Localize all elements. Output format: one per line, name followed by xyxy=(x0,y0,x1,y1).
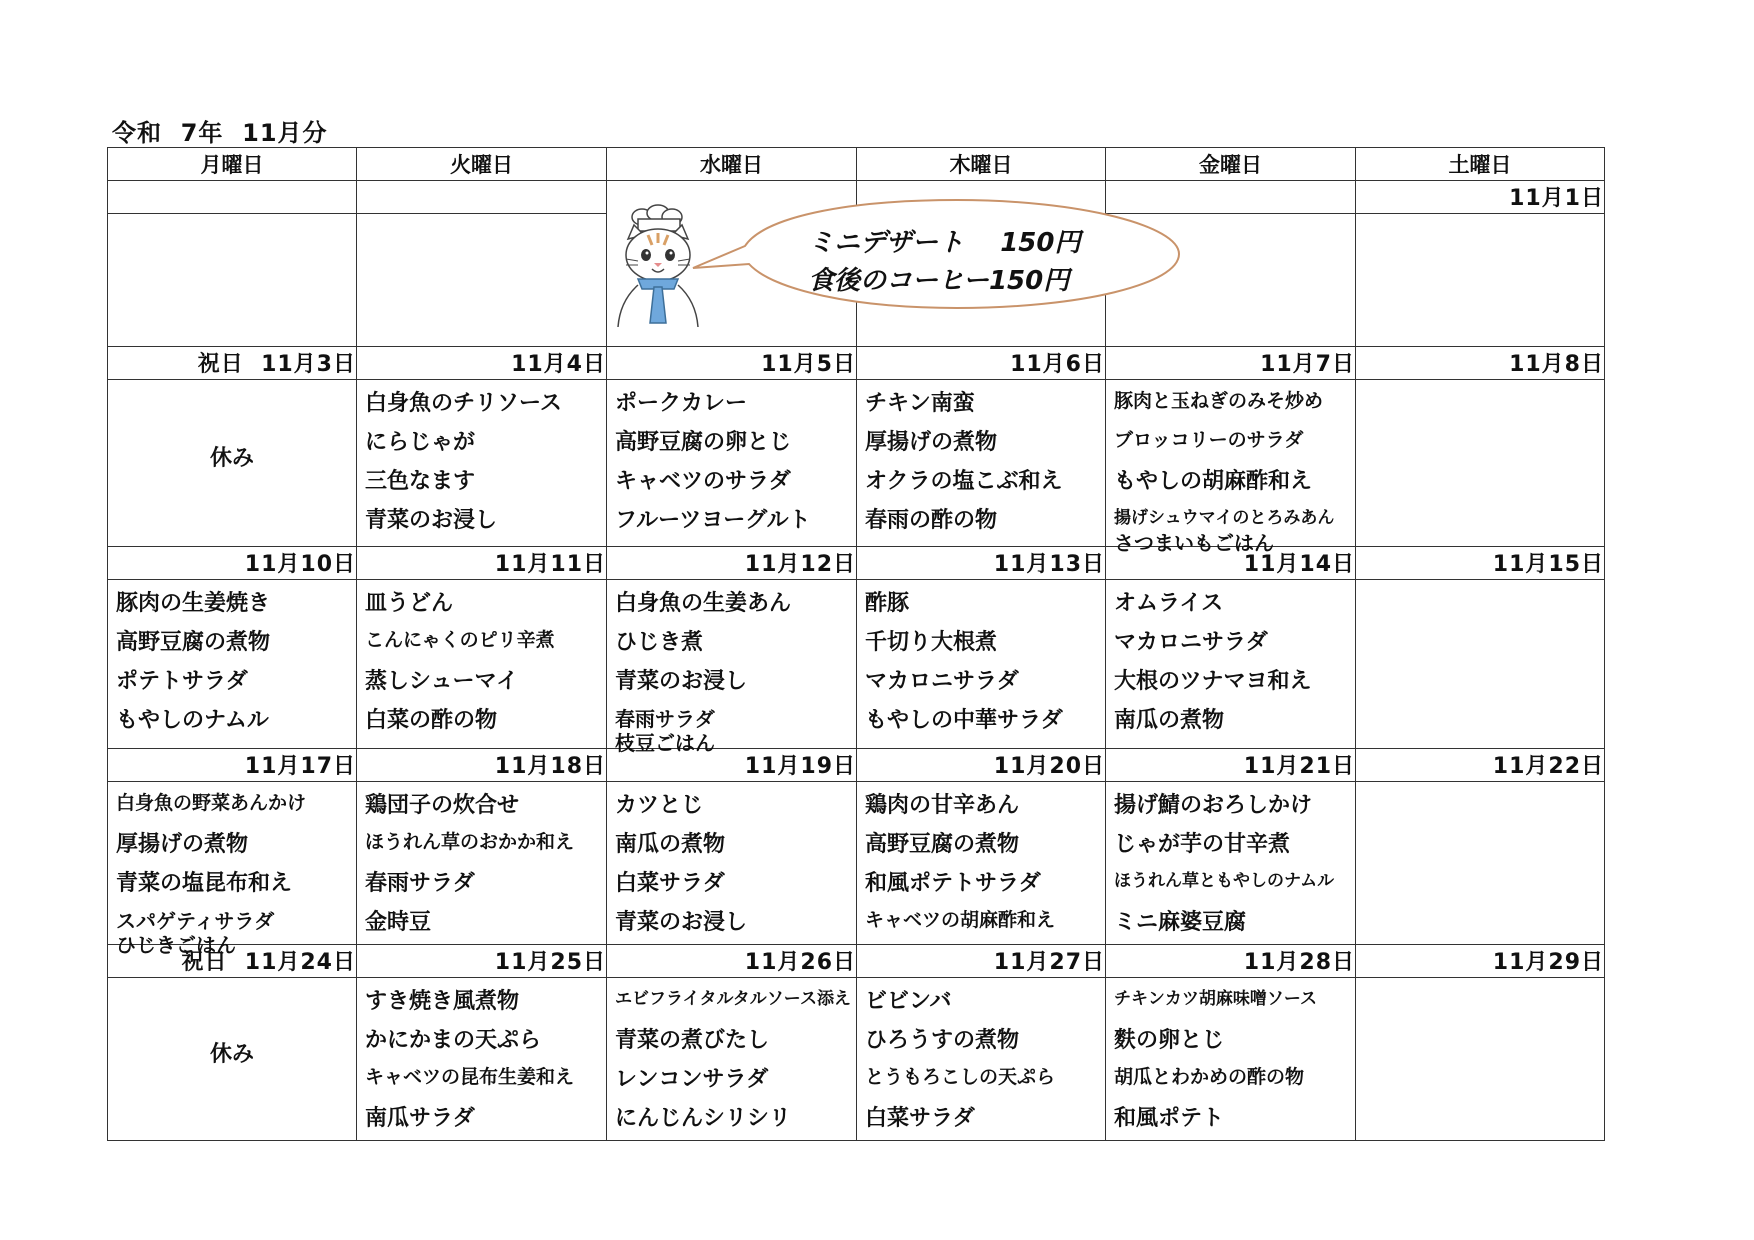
menu-cell xyxy=(607,380,857,547)
menu-cell xyxy=(108,782,357,957)
menu-cell xyxy=(108,380,357,547)
menu-item: スパゲティサラダ xyxy=(116,909,275,933)
menu-item: さつまいもごはん xyxy=(1114,531,1274,555)
date-cell: 11月26日 xyxy=(607,945,857,978)
menu-item: 三色なます xyxy=(365,469,476,494)
menu-item: かにかまの天ぷら xyxy=(365,1028,542,1053)
date-cell: 11月17日 xyxy=(108,749,357,782)
menu-item: キャベツのサラダ xyxy=(615,469,791,494)
menu-item: 枝豆ごはん xyxy=(615,731,715,755)
date-row xyxy=(108,347,1605,380)
menu-item: ビビンバ xyxy=(865,989,952,1014)
page-title: 令和 7年 11月分 xyxy=(112,119,328,147)
menu-item: マカロニサラダ xyxy=(1114,630,1268,655)
menu-item: じゃが芋の甘辛煮 xyxy=(1114,832,1291,857)
menu-item: 南瓜サラダ xyxy=(365,1106,475,1131)
menu-cell xyxy=(607,978,857,1141)
menu-item: 揚げ鯖のおろしかけ xyxy=(1114,793,1313,818)
menu-cell xyxy=(108,978,357,1141)
promo-line-1: ミニデザート 150円 xyxy=(808,228,1081,258)
menu-cell xyxy=(1106,380,1356,555)
menu-cell xyxy=(108,214,357,347)
weekday-header: 土曜日 xyxy=(1356,148,1605,181)
date-cell: 11月12日 xyxy=(607,547,857,580)
date-cell: 11月21日 xyxy=(1106,749,1356,782)
menu-cell xyxy=(108,580,357,749)
menu-cell xyxy=(357,782,607,945)
date-cell: 11月8日 xyxy=(1356,347,1605,380)
menu-cell xyxy=(1356,978,1605,1141)
menu-item: キャベツの昆布生姜和え xyxy=(365,1066,575,1088)
menu-item: オクラの塩こぶ和え xyxy=(865,469,1063,494)
date-cell: 11月18日 xyxy=(357,749,607,782)
weekday-header: 火曜日 xyxy=(357,148,607,181)
menu-item: ミニ麻婆豆腐 xyxy=(1114,910,1247,935)
menu-item: 白菜の酢の物 xyxy=(365,708,498,733)
date-cell: 11月25日 xyxy=(357,945,607,978)
menu-cell xyxy=(357,580,607,749)
menu-item: 青菜のお浸し xyxy=(615,669,748,694)
menu-item: ほうれん草ともやしのナムル xyxy=(1114,871,1335,891)
date-row xyxy=(108,945,1605,978)
menu-cell xyxy=(607,782,857,945)
date-cell: 11月14日 xyxy=(1106,547,1356,580)
menu-item: オムライス xyxy=(1114,591,1224,616)
menu-item: 皿うどん xyxy=(365,591,454,616)
date-cell: 11月27日 xyxy=(857,945,1106,978)
menu-item: 胡瓜とわかめの酢の物 xyxy=(1114,1066,1305,1088)
menu-item: 高野豆腐の煮物 xyxy=(865,832,1020,857)
menu-item: 鶏肉の甘辛あん xyxy=(865,793,1020,818)
date-cell: 11月13日 xyxy=(857,547,1106,580)
date-row xyxy=(108,749,1605,782)
menu-item: もやしの中華サラダ xyxy=(865,708,1063,733)
menu-item: にんじんシリシリ xyxy=(615,1106,792,1131)
menu-item: 酢豚 xyxy=(865,591,910,616)
date-cell: 11月6日 xyxy=(857,347,1106,380)
menu-item: 大根のツナマヨ和え xyxy=(1114,669,1312,694)
menu-item: 白菜サラダ xyxy=(865,1106,975,1131)
menu-item: マカロニサラダ xyxy=(865,669,1019,694)
menu-item: チキン南蛮 xyxy=(865,391,975,416)
menu-cell xyxy=(857,782,1106,945)
weekday-header: 金曜日 xyxy=(1106,148,1356,181)
menu-item: 白身魚の生姜あん xyxy=(615,591,792,616)
menu-item: 和風ポテトサラダ xyxy=(865,871,1041,896)
menu-item: 鶏団子の炊合せ xyxy=(365,793,520,818)
menu-cell xyxy=(857,978,1106,1141)
date-row xyxy=(108,547,1605,580)
date-cell: 11月22日 xyxy=(1356,749,1605,782)
date-cell xyxy=(108,181,357,214)
menu-item: 揚げシュウマイのとろみあん xyxy=(1114,508,1335,528)
menu-item: もやしのナムル xyxy=(116,708,269,733)
promo-text xyxy=(808,224,1080,300)
menu-item: 春雨の酢の物 xyxy=(865,508,998,533)
date-cell: 祝日 11月3日 xyxy=(108,347,357,380)
menu-item: 白菜サラダ xyxy=(615,871,725,896)
menu-row xyxy=(108,380,1605,547)
menu-cell xyxy=(1106,782,1356,945)
date-cell: 祝日 11月24日 xyxy=(108,945,357,978)
menu-item: 青菜の煮びたし xyxy=(615,1028,770,1053)
date-cell: 11月29日 xyxy=(1356,945,1605,978)
menu-item: フルーツヨーグルト xyxy=(615,508,811,533)
date-cell: 11月4日 xyxy=(357,347,607,380)
menu-item: 春雨サラダ xyxy=(615,707,715,731)
menu-item: 高野豆腐の卵とじ xyxy=(615,430,792,455)
menu-item: 青菜のお浸し xyxy=(365,508,498,533)
menu-cell xyxy=(357,978,607,1141)
holiday-label: 休み xyxy=(209,1042,254,1067)
chef-cat-illustration xyxy=(608,205,708,327)
menu-item: もやしの胡麻酢和え xyxy=(1114,469,1313,494)
date-cell: 11月19日 xyxy=(607,749,857,782)
date-cell: 11月15日 xyxy=(1356,547,1605,580)
menu-item: ひじき煮 xyxy=(615,630,704,655)
menu-item: 白身魚の野菜あんかけ xyxy=(116,792,307,814)
menu-item: とうもろこしの天ぷら xyxy=(865,1066,1056,1088)
menu-item: ポークカレー xyxy=(615,391,748,416)
promo-line-2: 食後のコーヒー150円 xyxy=(808,266,1070,296)
date-cell: 11月10日 xyxy=(108,547,357,580)
weekday-header: 木曜日 xyxy=(857,148,1106,181)
weekday-header: 月曜日 xyxy=(108,148,357,181)
menu-item: 青菜のお浸し xyxy=(615,910,748,935)
menu-cell xyxy=(1356,214,1605,347)
menu-cell xyxy=(357,214,607,347)
menu-item: すき焼き風煮物 xyxy=(365,989,520,1014)
menu-cell xyxy=(857,580,1106,749)
menu-item: 千切り大根煮 xyxy=(865,630,998,655)
menu-item: ポテトサラダ xyxy=(116,669,248,694)
menu-item: 厚揚げの煮物 xyxy=(116,832,249,857)
menu-cell xyxy=(1356,782,1605,945)
menu-item: こんにゃくのピリ辛煮 xyxy=(365,629,555,651)
date-cell: 11月20日 xyxy=(857,749,1106,782)
menu-item: チキンカツ胡麻味噌ソース xyxy=(1114,989,1317,1009)
menu-item: 白身魚のチリソース xyxy=(365,391,562,416)
menu-item: 豚肉の生姜焼き xyxy=(116,591,271,616)
date-cell: 11月7日 xyxy=(1106,347,1356,380)
menu-item: 南瓜の煮物 xyxy=(615,832,726,857)
menu-item: ブロッコリーのサラダ xyxy=(1114,429,1304,451)
menu-item: 和風ポテト xyxy=(1114,1106,1225,1131)
menu-item: ほうれん草のおかか和え xyxy=(365,831,575,853)
menu-row xyxy=(108,782,1605,945)
menu-item: レンコンサラダ xyxy=(615,1067,769,1092)
menu-item: ひじきごはん xyxy=(116,933,236,957)
holiday-label: 休み xyxy=(209,446,254,471)
menu-item: 青菜の塩昆布和え xyxy=(116,871,293,896)
menu-item: 厚揚げの煮物 xyxy=(865,430,998,455)
menu-item: 蒸しシューマイ xyxy=(365,669,519,694)
menu-cell xyxy=(1106,978,1356,1141)
menu-item: カツとじ xyxy=(615,793,704,818)
date-cell: 11月1日 xyxy=(1356,181,1605,214)
menu-item: 金時豆 xyxy=(365,910,432,935)
menu-cell xyxy=(357,380,607,547)
menu-item: キャベツの胡麻酢和え xyxy=(865,909,1056,931)
menu-item: 春雨サラダ xyxy=(365,871,475,896)
menu-cell xyxy=(1356,380,1605,547)
weekday-header-row xyxy=(108,148,1605,181)
date-cell: 11月5日 xyxy=(607,347,857,380)
menu-row xyxy=(108,978,1605,1141)
menu-cell xyxy=(607,580,857,755)
date-cell xyxy=(357,181,607,214)
menu-item: ひろうすの煮物 xyxy=(865,1028,1020,1053)
menu-item: 高野豆腐の煮物 xyxy=(116,630,271,655)
menu-item: にらじゃが xyxy=(365,430,476,455)
date-cell: 11月28日 xyxy=(1106,945,1356,978)
menu-item: 豚肉と玉ねぎのみそ炒め xyxy=(1114,390,1324,412)
menu-item: 南瓜の煮物 xyxy=(1114,708,1225,733)
menu-cell xyxy=(1356,580,1605,749)
menu-item: 麩の卵とじ xyxy=(1114,1028,1225,1053)
menu-cell xyxy=(857,380,1106,547)
menu-cell xyxy=(1106,580,1356,749)
menu-row xyxy=(108,580,1605,749)
menu-item: エビフライタルタルソース添え xyxy=(615,989,851,1009)
date-cell: 11月11日 xyxy=(357,547,607,580)
weekday-header: 水曜日 xyxy=(607,148,857,181)
